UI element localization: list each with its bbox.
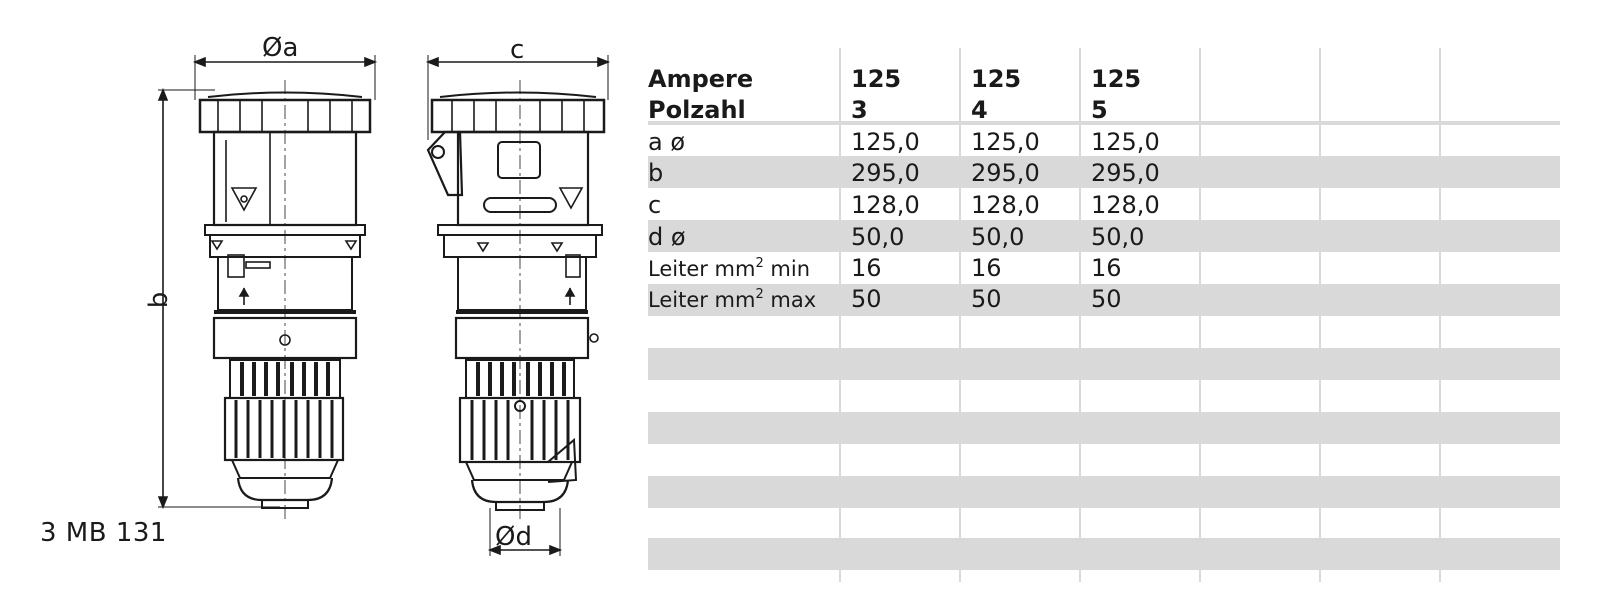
cell-d-3: 50,0	[1091, 223, 1145, 251]
label-text: max	[763, 288, 817, 312]
header-poles-1: 3	[851, 96, 868, 124]
row-label-a: a ø	[648, 128, 686, 156]
cell-c-1: 128,0	[851, 191, 920, 219]
model-code: 3 MB 131	[40, 518, 167, 548]
row-label-b: b	[648, 159, 664, 187]
front-view	[158, 55, 375, 520]
stripe	[648, 412, 1560, 444]
row-label-conductor-max	[648, 284, 816, 316]
header-label-ampere: Ampere	[648, 65, 754, 93]
dim-label-b: b	[144, 291, 174, 309]
header-ampere-2: 125	[971, 65, 1022, 93]
label-text: min	[763, 257, 811, 281]
stripe	[648, 348, 1560, 380]
header-poles-3: 5	[1091, 96, 1108, 124]
technical-drawing	[0, 0, 640, 602]
cell-b-2: 295,0	[971, 159, 1040, 187]
stripe	[648, 476, 1560, 508]
cell-b-3: 295,0	[1091, 159, 1160, 187]
dim-label-d: Ød	[495, 522, 532, 552]
spec-table	[648, 48, 1560, 582]
header-label-poles: Polzahl	[648, 96, 746, 124]
dim-label-a: Øa	[262, 33, 299, 63]
label-text: Leiter mm	[648, 288, 756, 312]
cell-max-2: 50	[971, 285, 1002, 313]
column-divider	[1439, 48, 1441, 582]
cell-c-2: 128,0	[971, 191, 1040, 219]
header-poles-2: 4	[971, 96, 988, 124]
row-label-conductor-min	[648, 253, 810, 285]
row-label-c: c	[648, 191, 662, 219]
header-ampere-1: 125	[851, 65, 902, 93]
cell-min-3: 16	[1091, 254, 1122, 282]
cell-a-1: 125,0	[851, 128, 920, 156]
label-text: Leiter mm	[648, 257, 756, 281]
cell-d-1: 50,0	[851, 223, 905, 251]
column-divider	[1079, 48, 1081, 582]
column-divider	[1199, 48, 1201, 582]
stripe	[648, 538, 1560, 570]
cell-d-2: 50,0	[971, 223, 1025, 251]
row-label-d: d ø	[648, 223, 686, 251]
header-ampere-3: 125	[1091, 65, 1142, 93]
column-divider	[959, 48, 961, 582]
cell-c-3: 128,0	[1091, 191, 1160, 219]
dim-label-c: c	[510, 35, 525, 65]
side-view	[428, 55, 608, 556]
label-superscript: 2	[755, 287, 764, 302]
cell-max-3: 50	[1091, 285, 1122, 313]
cell-b-1: 295,0	[851, 159, 920, 187]
label-superscript: 2	[755, 256, 764, 271]
cell-a-2: 125,0	[971, 128, 1040, 156]
cell-max-1: 50	[851, 285, 882, 313]
cell-a-3: 125,0	[1091, 128, 1160, 156]
cell-min-1: 16	[851, 254, 882, 282]
cell-min-2: 16	[971, 254, 1002, 282]
column-divider	[1319, 48, 1321, 582]
column-divider	[839, 48, 841, 582]
